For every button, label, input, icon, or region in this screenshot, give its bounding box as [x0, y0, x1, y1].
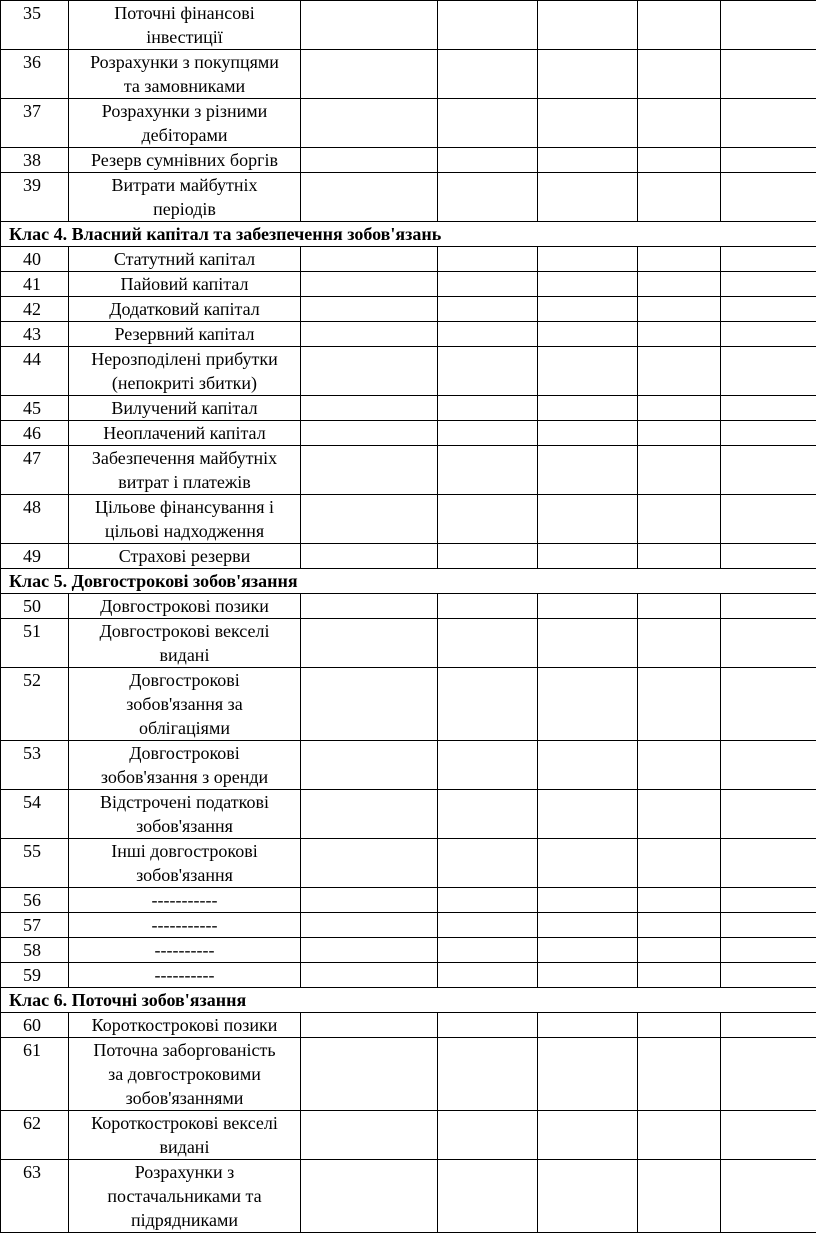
table-row [1, 322, 816, 347]
empty-cell [721, 839, 816, 888]
class-heading: Клас 4. Власний капітал та забезпечення зобов'язань [1, 222, 816, 247]
account-name-line: видані [160, 1135, 210, 1159]
account-name-line: видані [160, 643, 210, 667]
account-name-line: Пайовий капітал [121, 272, 249, 296]
account-name-line: ----------- [152, 888, 218, 912]
account-name [69, 1160, 301, 1233]
empty-cell [301, 297, 438, 322]
account-name [69, 347, 301, 396]
empty-cell [538, 421, 638, 446]
empty-cell [538, 790, 638, 839]
class-heading: Клас 5. Довгострокові зобов'язання [1, 569, 816, 594]
account-name-line: Неоплачений капітал [103, 421, 265, 445]
account-name-line: Поточна заборгованість [93, 1038, 275, 1062]
account-name [69, 619, 301, 668]
empty-cell [301, 1111, 438, 1160]
empty-cell [438, 1013, 538, 1038]
empty-cell [538, 594, 638, 619]
account-name [69, 839, 301, 888]
empty-cell [721, 594, 816, 619]
account-name-line: Короткострокові векселі [91, 1111, 278, 1135]
empty-cell [301, 1160, 438, 1233]
empty-cell [301, 619, 438, 668]
empty-cell [538, 1111, 638, 1160]
empty-cell [301, 50, 438, 99]
empty-cell [438, 446, 538, 495]
empty-cell [538, 99, 638, 148]
account-number: 60 [1, 1013, 69, 1038]
empty-cell [538, 741, 638, 790]
empty-cell [301, 396, 438, 421]
empty-cell [301, 99, 438, 148]
account-name [69, 913, 301, 938]
empty-cell [721, 99, 816, 148]
empty-cell [638, 99, 721, 148]
empty-cell [538, 446, 638, 495]
empty-cell [438, 173, 538, 222]
empty-cell [721, 173, 816, 222]
empty-cell [721, 544, 816, 569]
class-heading: Клас 6. Поточні зобов'язання [1, 988, 816, 1013]
account-name [69, 544, 301, 569]
table-row [1, 668, 816, 741]
account-name-line: Поточні фінансові [114, 1, 255, 25]
account-name [69, 322, 301, 347]
empty-cell [538, 297, 638, 322]
empty-cell [538, 1038, 638, 1111]
empty-cell [721, 396, 816, 421]
empty-cell [638, 741, 721, 790]
empty-cell [721, 1111, 816, 1160]
empty-cell [538, 913, 638, 938]
empty-cell [438, 619, 538, 668]
account-name-line: підрядниками [131, 1208, 238, 1232]
table-row [1, 1111, 816, 1160]
account-number: 41 [1, 272, 69, 297]
account-name [69, 173, 301, 222]
table-row [1, 50, 816, 99]
account-name [69, 1013, 301, 1038]
account-name-line: зобов'язання з оренди [101, 765, 268, 789]
empty-cell [638, 173, 721, 222]
empty-cell [438, 741, 538, 790]
table-row [1, 938, 816, 963]
account-name-line: витрат і платежів [118, 470, 251, 494]
empty-cell [438, 963, 538, 988]
account-name [69, 297, 301, 322]
empty-cell [538, 322, 638, 347]
account-number: 61 [1, 1038, 69, 1111]
account-name [69, 272, 301, 297]
table-row [1, 99, 816, 148]
table-row [1, 888, 816, 913]
table-row [1, 347, 816, 396]
account-name [69, 495, 301, 544]
table-row [1, 790, 816, 839]
empty-cell [638, 1013, 721, 1038]
empty-cell [438, 50, 538, 99]
empty-cell [301, 148, 438, 173]
empty-cell [538, 272, 638, 297]
table-row [1, 495, 816, 544]
account-name-line: Резерв сумнівних боргів [91, 148, 278, 172]
account-number: 49 [1, 544, 69, 569]
account-name [69, 396, 301, 421]
empty-cell [721, 1013, 816, 1038]
account-name [69, 1, 301, 50]
empty-cell [301, 1, 438, 50]
account-number: 36 [1, 50, 69, 99]
table-row [1, 446, 816, 495]
empty-cell [301, 790, 438, 839]
table-row [1, 297, 816, 322]
class-header-row [1, 988, 816, 1013]
empty-cell [438, 495, 538, 544]
account-name-line: Розрахунки з [135, 1160, 235, 1184]
empty-cell [721, 963, 816, 988]
empty-cell [721, 148, 816, 173]
empty-cell [721, 1160, 816, 1233]
empty-cell [721, 668, 816, 741]
empty-cell [638, 594, 721, 619]
table-row [1, 913, 816, 938]
account-name [69, 99, 301, 148]
empty-cell [721, 790, 816, 839]
empty-cell [438, 913, 538, 938]
empty-cell [638, 1160, 721, 1233]
empty-cell [301, 963, 438, 988]
empty-cell [538, 148, 638, 173]
account-name [69, 963, 301, 988]
account-name-line: Короткострокові позики [92, 1013, 278, 1037]
account-name-line: ---------- [155, 963, 215, 987]
account-name [69, 741, 301, 790]
empty-cell [438, 421, 538, 446]
empty-cell [721, 741, 816, 790]
account-name-line: Розрахунки з різними [102, 99, 268, 123]
table-row [1, 148, 816, 173]
account-name [69, 421, 301, 446]
empty-cell [638, 347, 721, 396]
account-name [69, 1111, 301, 1160]
empty-cell [301, 272, 438, 297]
account-name-line: ----------- [152, 913, 218, 937]
account-number: 45 [1, 396, 69, 421]
empty-cell [538, 888, 638, 913]
account-name-line: та замовниками [124, 74, 245, 98]
account-name [69, 594, 301, 619]
empty-cell [721, 247, 816, 272]
empty-cell [538, 963, 638, 988]
account-number: 47 [1, 446, 69, 495]
empty-cell [301, 495, 438, 544]
empty-cell [438, 1, 538, 50]
table-row [1, 421, 816, 446]
table-row [1, 1013, 816, 1038]
empty-cell [638, 1038, 721, 1111]
empty-cell [538, 619, 638, 668]
account-name-line: за довгостроковими [108, 1062, 261, 1086]
empty-cell [301, 173, 438, 222]
account-number: 59 [1, 963, 69, 988]
account-number: 55 [1, 839, 69, 888]
empty-cell [721, 322, 816, 347]
empty-cell [301, 839, 438, 888]
empty-cell [301, 938, 438, 963]
empty-cell [438, 297, 538, 322]
empty-cell [721, 1, 816, 50]
table-row [1, 173, 816, 222]
account-number: 38 [1, 148, 69, 173]
empty-cell [301, 446, 438, 495]
empty-cell [438, 544, 538, 569]
empty-cell [538, 50, 638, 99]
empty-cell [538, 668, 638, 741]
empty-cell [638, 50, 721, 99]
empty-cell [301, 322, 438, 347]
empty-cell [721, 297, 816, 322]
empty-cell [438, 396, 538, 421]
account-number: 57 [1, 913, 69, 938]
empty-cell [721, 619, 816, 668]
account-name-line: (непокриті збитки) [112, 371, 257, 395]
table-row [1, 619, 816, 668]
account-name-line: Нерозподілені прибутки [91, 347, 277, 371]
account-name-line: дебіторами [142, 123, 228, 147]
account-number: 44 [1, 347, 69, 396]
account-name-line: Відстрочені податкові [100, 790, 269, 814]
empty-cell [301, 888, 438, 913]
empty-cell [638, 790, 721, 839]
empty-cell [638, 421, 721, 446]
account-number: 63 [1, 1160, 69, 1233]
account-number: 39 [1, 173, 69, 222]
empty-cell [438, 594, 538, 619]
account-name-line: Інші довгострокові [111, 839, 257, 863]
account-name [69, 446, 301, 495]
empty-cell [538, 495, 638, 544]
empty-cell [721, 347, 816, 396]
account-name-line: Довгострокові [129, 668, 240, 692]
account-name-line: Страхові резерви [119, 544, 251, 568]
empty-cell [538, 396, 638, 421]
table-row [1, 396, 816, 421]
account-number: 48 [1, 495, 69, 544]
table-row [1, 839, 816, 888]
empty-cell [301, 421, 438, 446]
empty-cell [301, 347, 438, 396]
account-number: 46 [1, 421, 69, 446]
empty-cell [721, 421, 816, 446]
account-number: 58 [1, 938, 69, 963]
account-name-line: Цільове фінансування і [95, 495, 274, 519]
empty-cell [721, 272, 816, 297]
account-name-line: Забезпечення майбутніх [92, 446, 277, 470]
empty-cell [638, 938, 721, 963]
account-name-line: облігаціями [139, 716, 230, 740]
empty-cell [301, 247, 438, 272]
empty-cell [538, 938, 638, 963]
empty-cell [638, 913, 721, 938]
empty-cell [638, 963, 721, 988]
empty-cell [721, 938, 816, 963]
account-name [69, 790, 301, 839]
account-name [69, 50, 301, 99]
empty-cell [438, 790, 538, 839]
account-name-line: зобов'язаннями [126, 1086, 244, 1110]
account-name-line: цільові надходження [105, 519, 264, 543]
table-row [1, 594, 816, 619]
empty-cell [438, 1111, 538, 1160]
empty-cell [438, 668, 538, 741]
account-name-line: постачальниками та [107, 1184, 261, 1208]
empty-cell [538, 1160, 638, 1233]
empty-cell [538, 347, 638, 396]
empty-cell [638, 619, 721, 668]
empty-cell [301, 1013, 438, 1038]
account-name [69, 247, 301, 272]
empty-cell [301, 594, 438, 619]
account-name-line: зобов'язання [136, 814, 233, 838]
empty-cell [638, 148, 721, 173]
account-name-line: Резервний капітал [114, 322, 254, 346]
account-name-line: Довгострокові [129, 741, 240, 765]
empty-cell [638, 247, 721, 272]
empty-cell [438, 272, 538, 297]
table-row [1, 741, 816, 790]
account-number: 43 [1, 322, 69, 347]
empty-cell [438, 322, 538, 347]
empty-cell [638, 272, 721, 297]
table-row [1, 247, 816, 272]
account-name [69, 938, 301, 963]
table-body [1, 1, 816, 1233]
account-name [69, 888, 301, 913]
empty-cell [538, 839, 638, 888]
empty-cell [538, 1, 638, 50]
empty-cell [721, 888, 816, 913]
empty-cell [301, 1038, 438, 1111]
account-name-line: зобов'язання [136, 863, 233, 887]
account-name-line: періодів [153, 197, 216, 221]
account-name-line: інвестиції [146, 25, 223, 49]
class-header-row [1, 569, 816, 594]
account-name-line: Довгострокові позики [100, 594, 269, 618]
account-name [69, 148, 301, 173]
empty-cell [538, 173, 638, 222]
empty-cell [538, 247, 638, 272]
account-number: 62 [1, 1111, 69, 1160]
account-number: 42 [1, 297, 69, 322]
empty-cell [721, 913, 816, 938]
empty-cell [638, 446, 721, 495]
table-row [1, 1038, 816, 1111]
empty-cell [638, 1, 721, 50]
empty-cell [638, 1111, 721, 1160]
account-number: 54 [1, 790, 69, 839]
empty-cell [638, 297, 721, 322]
account-name-line: Довгострокові векселі [100, 619, 270, 643]
empty-cell [538, 544, 638, 569]
empty-cell [538, 1013, 638, 1038]
empty-cell [301, 913, 438, 938]
empty-cell [638, 839, 721, 888]
empty-cell [301, 668, 438, 741]
empty-cell [301, 544, 438, 569]
empty-cell [721, 495, 816, 544]
table-row [1, 963, 816, 988]
account-number: 56 [1, 888, 69, 913]
empty-cell [638, 396, 721, 421]
account-number: 40 [1, 247, 69, 272]
empty-cell [638, 888, 721, 913]
account-name-line: Розрахунки з покупцями [90, 50, 279, 74]
account-number: 51 [1, 619, 69, 668]
account-name-line: Вилучений капітал [111, 396, 257, 420]
empty-cell [721, 1038, 816, 1111]
empty-cell [638, 322, 721, 347]
account-number: 35 [1, 1, 69, 50]
empty-cell [721, 50, 816, 99]
empty-cell [301, 741, 438, 790]
empty-cell [438, 347, 538, 396]
account-number: 50 [1, 594, 69, 619]
account-name-line: Додатковий капітал [109, 297, 259, 321]
account-name-line: зобов'язання за [126, 692, 242, 716]
account-number: 53 [1, 741, 69, 790]
class-header-row [1, 222, 816, 247]
empty-cell [438, 148, 538, 173]
empty-cell [438, 938, 538, 963]
empty-cell [438, 1038, 538, 1111]
account-name-line: Статутний капітал [114, 247, 255, 271]
account-number: 37 [1, 99, 69, 148]
empty-cell [438, 888, 538, 913]
table-row [1, 1160, 816, 1233]
table-row [1, 272, 816, 297]
empty-cell [638, 495, 721, 544]
account-name [69, 1038, 301, 1111]
table-row [1, 1, 816, 50]
table-row [1, 544, 816, 569]
empty-cell [638, 668, 721, 741]
account-number: 52 [1, 668, 69, 741]
account-name [69, 668, 301, 741]
empty-cell [438, 1160, 538, 1233]
empty-cell [438, 839, 538, 888]
empty-cell [438, 99, 538, 148]
account-name-line: ---------- [155, 938, 215, 962]
account-name-line: Витрати майбутніх [111, 173, 257, 197]
empty-cell [638, 544, 721, 569]
empty-cell [721, 446, 816, 495]
empty-cell [438, 247, 538, 272]
